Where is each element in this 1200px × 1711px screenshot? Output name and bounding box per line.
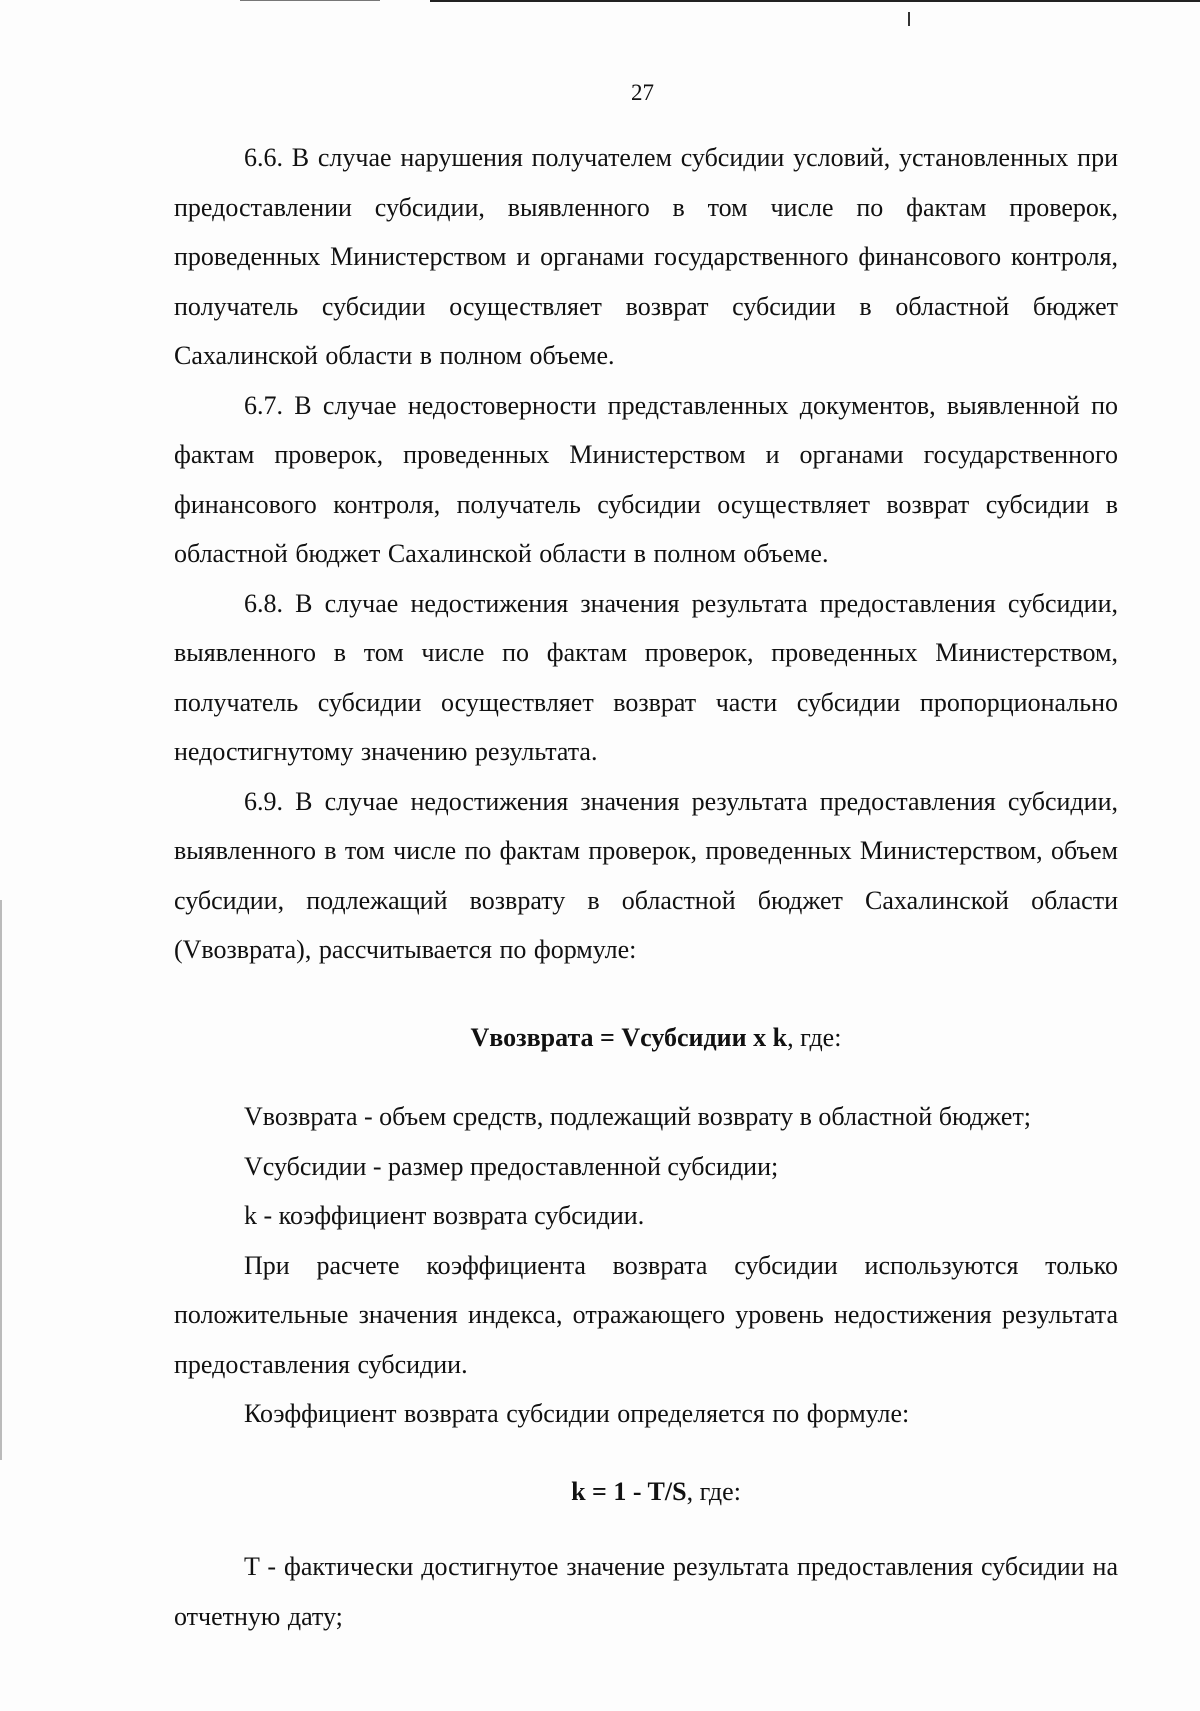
paragraph-6-9: 6.9. В случае недостижения значения результата предоставления субсидии, выявленного в том числе по фактам проверок, проведенных Министерством, объем субсидии, подлежащий возврату в областной бюджет Сахалинской области (Vвозврата), рассчитывается по формуле: (174, 786, 1118, 964)
scan-artifact-line (240, 0, 380, 1)
document-body (174, 133, 1118, 1641)
scan-artifact-line (430, 0, 1200, 2)
paragraph-6-8: 6.8. В случае недостижения значения результата предоставления субсидии, выявленного в том числе по фактам проверок, проведенных Министерством, получатель субсидии осуществляет возврат части субсидии пропорционально недостигнутому значению результата. (174, 588, 1118, 766)
scan-artifact-edge (0, 900, 2, 1460)
formula-coefficient-tail: , где: (686, 1476, 741, 1506)
scan-artifact-mark (908, 12, 910, 26)
paragraph-6-6: 6.6. В случае нарушения получателем субсидии условий, установленных при предоставлении субсидии, выявленного в том числе по фактам проверок, проведенных Министерством и органами государственного финансового контроля, получатель субсидии осуществляет возврат субсидии в областной бюджет Сахалинской области в полном объеме. (174, 143, 1118, 370)
formula-coefficient (174, 1467, 1118, 1517)
formula-refund-volume (174, 1013, 1118, 1063)
formula-coefficient-expression: k = 1 - T/S (571, 1476, 687, 1506)
definition-t: T - фактически достигнутое значение результата предоставления субсидии на отчетную дату; (174, 1552, 1118, 1631)
paragraph-coefficient-formula-intro: Коэффициент возврата субсидии определяется по формуле: (244, 1399, 910, 1428)
paragraph-coefficient-calculation: При расчете коэффициента возврата субсидии используются только положительные значения индекса, отражающего уровень недостижения результата предоставления субсидии. (174, 1250, 1118, 1379)
paragraph-6-7: 6.7. В случае недостоверности представленных документов, выявленной по фактам проверок, проведенных Министерством и органами государственного финансового контроля, получатель субсидии осуществляет возврат субсидии в областной бюджет Сахалинской области в полном объеме. (174, 390, 1118, 568)
formula-refund-volume-expression: Vвозврата = Vсубсидии х k (470, 1022, 788, 1052)
definition-v-refund: Vвозврата - объем средств, подлежащий возврату в областной бюджет; (244, 1102, 1032, 1131)
definition-v-subsidy: Vсубсидии - размер предоставленной субсидии; (244, 1151, 779, 1181)
definition-k: k - коэффициент возврата субсидии. (244, 1201, 645, 1230)
page-number: 27 (631, 80, 654, 105)
formula-refund-volume-tail: , где: (787, 1022, 842, 1052)
